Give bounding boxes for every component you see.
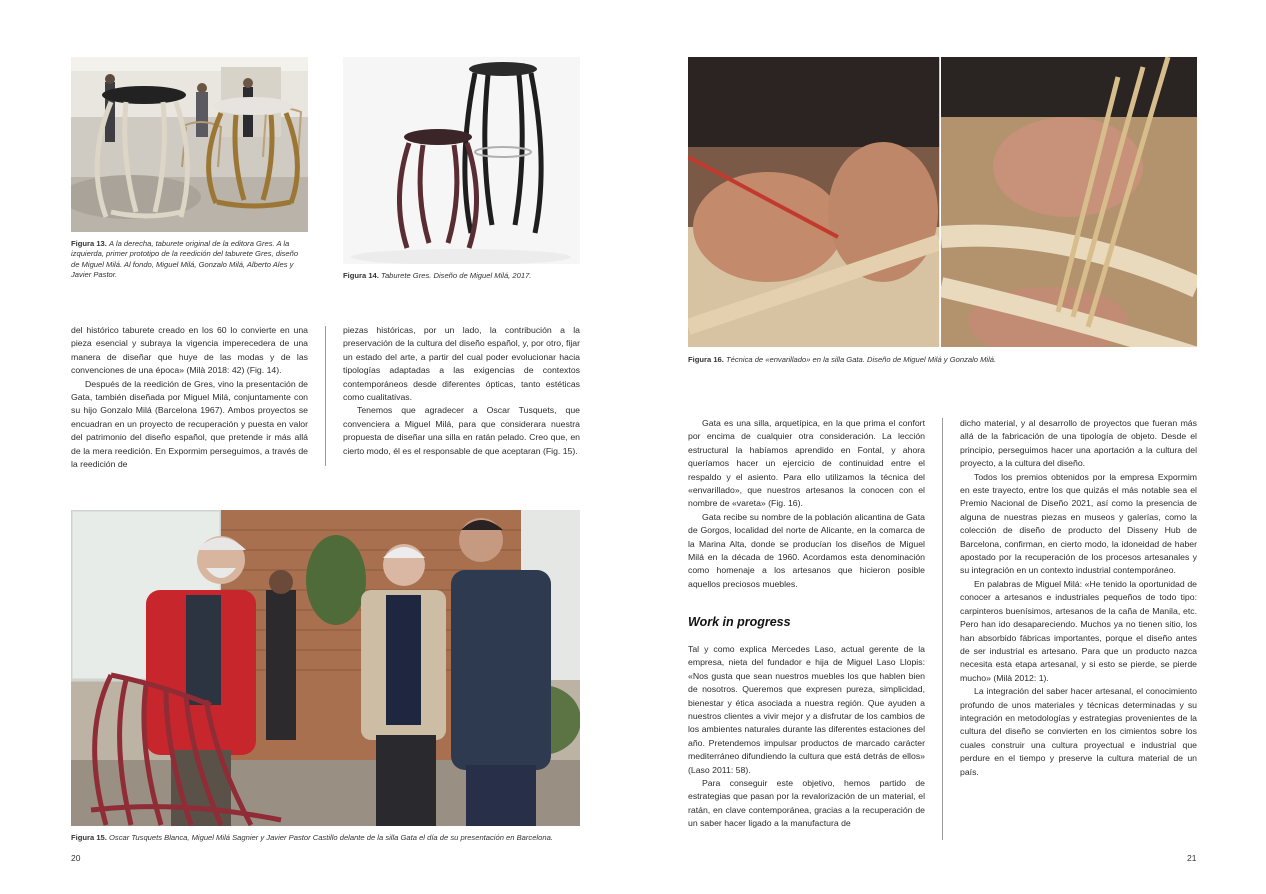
figure-16-caption — [688, 355, 1197, 365]
paragraph: dicho material, y al desarrollo de proyectos que fueran más allá de la fabricación de una tipología de objeto. Desde el principio, perseguimos hacer una aportación a la cultura del proyecto, a la cultura del diseño. — [960, 418, 1197, 469]
left-column-2 — [343, 324, 580, 458]
figure-13-text: A la derecha, taburete original de la editora Gres. A la izquierda, primer prototipo de la reedición del taburete Gres, diseño de Miguel Milá. Al fondo, Miguel Milá, Gonzalo Milá, Alberto Ales y Javier Pastor. — [71, 239, 299, 280]
figure-16-text: Técnica de «envarillado» en la silla Gata. Diseño de Miguel Milá y Gonzalo Milá. — [726, 355, 997, 364]
page-number-left: 20 — [71, 853, 81, 863]
paragraph: Tal y como explica Mercedes Laso, actual gerente de la empresa, nieta del fundador e hija de Miguel Laso Llopis: «Nos gusta que sean nuestros muebles los que hablen bien de nosotros. Queremos que expresen pureza, simplicidad, bienestar y ética asociada a nuestra región. Que ayuden a nuestros clientes a vivir mejor y a disfrutar de los cambios de los ambientes naturales durante las diferentes estaciones del año. Pretendemos impulsar productos de marcado carácter mediterráneo difundiendo la cultura que está detrás de ellos» (Laso 2011: 58). — [688, 644, 925, 775]
right-column-2 — [960, 417, 1197, 779]
paragraph: Todos los premios obtenidos por la empresa Expormim en este trayecto, entre los que quizás el más notable sea el Premio Nacional de Diseño 2021, así como la presencia de alguna de nuestras piezas en museos y galerías, como la colección de diseño de producto del Disseny Hub de Barcelona, confirman, en cierto modo, la idoneidad de haber apostado por la recuperación de los procesos artesanales y su integración en un contexto industrial contemporáneo. — [960, 471, 1197, 576]
column-divider — [942, 418, 943, 840]
paragraph: En palabras de Miguel Milá: «He tenido la oportunidad de conocer a artesanos e industriales pequeños de todo tipo: carpinteros buenísimos, artesanos de la caña de Manila, etc. Pero han ido desapareciendo. Muchos ya no tienen sitio, los han absorbido fábricas importantes, porque el diseño antes de ser industrial es artesano. Para que un producto nazca necesita esta etapa artesanal, y si esto se pierde, se pierde mucho» (Milà 2012: 1). — [960, 578, 1197, 683]
figure-16-label: Figura 16. — [688, 355, 724, 364]
right-column-1-top — [688, 417, 925, 591]
paragraph: Después de la reedición de Gres, vino la presentación de Gata, también diseñada por Miguel Milá, conjuntamente con su hijo Gonzalo Milá (Barcelona 1967). Ambos proyectos se encuadran en un proyecto de recuperación y puesta en valor del patrimonio del diseño español, que pretende ir más allá de la mera reedición. En Expormim perseguimos, a través de la reedición de — [71, 378, 308, 470]
paragraph: Gata es una silla, arquetípica, en la que prima el confort por encima de cualquier otra consideración. La lección estructural la habíamos aprendido en Fontal, y ahora queríamos hacer un ejercicio de continuidad entre el respaldo y el asiento. Para ello utilizamos la técnica del «envarillado», que nuestros artesanos la conocen con el nombre de «vareta» (Fig. 16). — [688, 418, 925, 509]
figure-15-caption — [71, 833, 591, 843]
section-heading: Work in progress — [688, 615, 791, 629]
figure-14-label: Figura 14. — [343, 271, 379, 280]
paragraph: Tenemos que agradecer a Oscar Tusquets, que convenciera a Miguel Milá, para que considerara nuestra propuesta de diseñar una silla en ratán pelado. Creo que, en cierto modo, él es el responsable de que aceptaran (Fig. 15). — [343, 405, 580, 456]
paragraph: Para conseguir este objetivo, hemos partido de estrategias que pasan por la revalorización de un material, el ratán, en clave contemporánea, gracias a la recuperación de un saber hacer ligado a la manufactura de — [688, 778, 925, 829]
left-column-1 — [71, 324, 308, 471]
column-divider — [325, 326, 326, 466]
figure-15-text: Oscar Tusquets Blanca, Miguel Milá Sagnier y Javier Pastor Castillo delante de la silla Gata el día de su presentación en Barcelona. — [109, 833, 553, 842]
paragraph: Gata recibe su nombre de la población alicantina de Gata de Gorgos, localidad del norte de Alicante, en la comarca de la Marina Alta, donde se producían los diseños de Miguel Milá en la década de 1960. Acordamos esta denominación como homenaje a los artesanos que hicieron posible aquellos preciosos muebles. — [688, 511, 925, 589]
right-column-1-bottom — [688, 643, 925, 831]
figure-14-caption — [343, 271, 580, 281]
paragraph: piezas históricas, por un lado, la contribución a la preservación de la cultura del diseño español, y, por otro, fijar un estado del arte, a partir del cual poder evolucionar hacia tipologías adaptadas a las exigencias de contextos contemporáneos desde diferentes ópticas, tanto estéticas como cualitativas. — [343, 325, 580, 403]
figure-13-caption — [71, 239, 303, 281]
figure-13-label: Figura 13. — [71, 239, 107, 248]
figure-16-photo — [688, 57, 1197, 347]
figure-13-photo — [71, 57, 308, 232]
figure-15-photo — [71, 510, 580, 826]
page-number-right: 21 — [1187, 853, 1197, 863]
paragraph: del histórico taburete creado en los 60 lo convierte en una pieza esencial y subraya la vigencia imperecedera de una manera de diseñar que huye de las modas y de las convenciones de una época» (Milà 2018: 42) (Fig. 14). — [71, 325, 308, 376]
figure-15-label: Figura 15. — [71, 833, 107, 842]
figure-14-photo — [343, 57, 580, 264]
figure-14-text: Taburete Gres. Diseño de Miguel Milá, 2017. — [381, 271, 532, 280]
paragraph: La integración del saber hacer artesanal, el conocimiento profundo de unos materiales y técnicas determinadas y su integración en metodologías y estrategias provenientes de la cultura del diseño se convierten en los cimientos sobre los cuales construir una cultura proyectual e industrial que perdure en el tiempo y preserve la cultura material de un país. — [960, 686, 1197, 777]
